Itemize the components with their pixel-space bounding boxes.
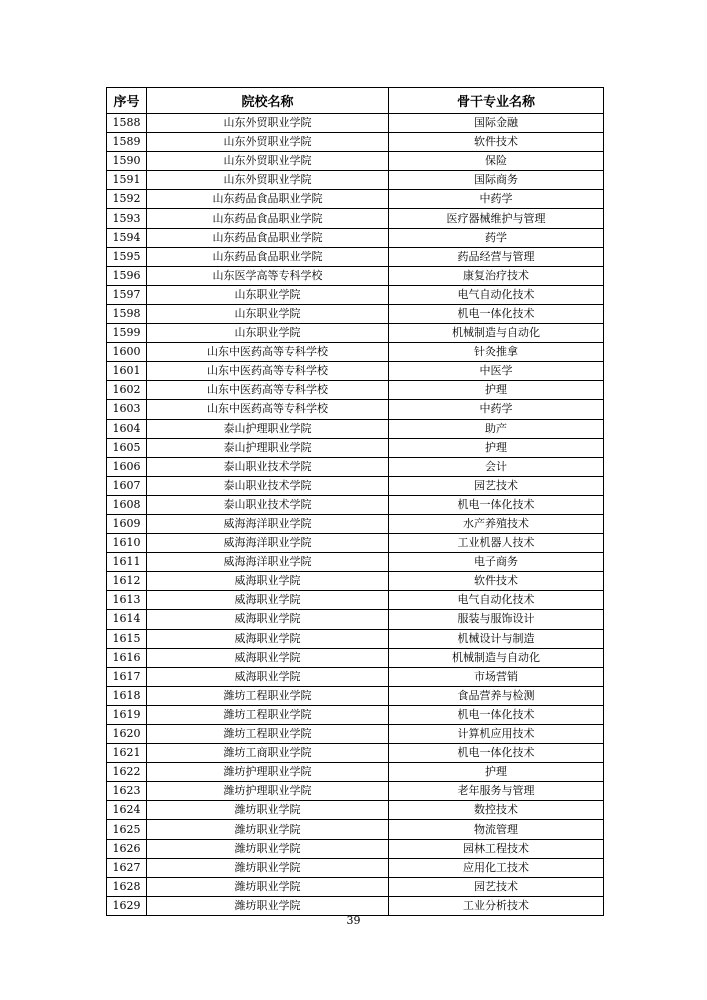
table-row [107, 782, 604, 801]
cell-school-name: 山东医学高等专科学校 [147, 266, 389, 285]
cell-major-name: 护理 [389, 438, 604, 457]
table-row [107, 725, 604, 744]
table-row [107, 476, 604, 495]
table-row [107, 610, 604, 629]
table-row [107, 896, 604, 915]
cell-school-name: 威海职业学院 [147, 591, 389, 610]
table-row [107, 763, 604, 782]
cell-school-name: 山东药品食品职业学院 [147, 190, 389, 209]
cell-school-name: 威海职业学院 [147, 648, 389, 667]
cell-major-name: 药学 [389, 228, 604, 247]
cell-major-name: 机电一体化技术 [389, 304, 604, 323]
cell-school-name: 泰山职业技术学院 [147, 457, 389, 476]
cell-serial-no: 1596 [107, 266, 147, 285]
cell-school-name: 泰山护理职业学院 [147, 419, 389, 438]
cell-major-name: 护理 [389, 763, 604, 782]
header-school-name: 院校名称 [147, 88, 389, 114]
cell-serial-no: 1593 [107, 209, 147, 228]
cell-major-name: 保险 [389, 152, 604, 171]
cell-school-name: 潍坊职业学院 [147, 877, 389, 896]
cell-school-name: 威海职业学院 [147, 610, 389, 629]
table-row [107, 514, 604, 533]
cell-serial-no: 1588 [107, 114, 147, 133]
cell-school-name: 威海职业学院 [147, 629, 389, 648]
cell-major-name: 国际金融 [389, 114, 604, 133]
cell-school-name: 山东外贸职业学院 [147, 114, 389, 133]
cell-major-name: 园林工程技术 [389, 839, 604, 858]
cell-serial-no: 1623 [107, 782, 147, 801]
cell-school-name: 山东职业学院 [147, 304, 389, 323]
cell-serial-no: 1612 [107, 572, 147, 591]
cell-major-name: 护理 [389, 381, 604, 400]
table-row [107, 744, 604, 763]
table-row [107, 858, 604, 877]
table-row [107, 686, 604, 705]
cell-school-name: 威海海洋职业学院 [147, 553, 389, 572]
table-row [107, 629, 604, 648]
cell-school-name: 山东中医药高等专科学校 [147, 400, 389, 419]
cell-school-name: 山东职业学院 [147, 285, 389, 304]
cell-major-name: 数控技术 [389, 801, 604, 820]
table-row [107, 304, 604, 323]
cell-serial-no: 1615 [107, 629, 147, 648]
major-table [106, 87, 604, 916]
cell-school-name: 潍坊护理职业学院 [147, 782, 389, 801]
cell-serial-no: 1609 [107, 514, 147, 533]
table-row [107, 438, 604, 457]
cell-major-name: 电气自动化技术 [389, 591, 604, 610]
table-row [107, 495, 604, 514]
table-row [107, 190, 604, 209]
cell-serial-no: 1618 [107, 686, 147, 705]
cell-serial-no: 1626 [107, 839, 147, 858]
table-row [107, 820, 604, 839]
cell-school-name: 泰山职业技术学院 [147, 476, 389, 495]
cell-school-name: 泰山职业技术学院 [147, 495, 389, 514]
cell-serial-no: 1599 [107, 324, 147, 343]
cell-major-name: 药品经营与管理 [389, 247, 604, 266]
cell-school-name: 潍坊职业学院 [147, 858, 389, 877]
cell-major-name: 工业分析技术 [389, 896, 604, 915]
table-row [107, 362, 604, 381]
header-major-name: 骨干专业名称 [389, 88, 604, 114]
cell-major-name: 助产 [389, 419, 604, 438]
cell-major-name: 市场营销 [389, 667, 604, 686]
cell-serial-no: 1608 [107, 495, 147, 514]
cell-major-name: 康复治疗技术 [389, 266, 604, 285]
cell-school-name: 潍坊职业学院 [147, 896, 389, 915]
cell-major-name: 食品营养与检测 [389, 686, 604, 705]
cell-serial-no: 1621 [107, 744, 147, 763]
cell-school-name: 潍坊职业学院 [147, 820, 389, 839]
cell-major-name: 机械设计与制造 [389, 629, 604, 648]
cell-school-name: 山东职业学院 [147, 324, 389, 343]
cell-serial-no: 1600 [107, 343, 147, 362]
cell-school-name: 山东中医药高等专科学校 [147, 343, 389, 362]
cell-major-name: 工业机器人技术 [389, 534, 604, 553]
cell-serial-no: 1617 [107, 667, 147, 686]
cell-school-name: 威海海洋职业学院 [147, 534, 389, 553]
cell-major-name: 园艺技术 [389, 877, 604, 896]
cell-major-name: 机械制造与自动化 [389, 648, 604, 667]
cell-school-name: 山东外贸职业学院 [147, 171, 389, 190]
cell-major-name: 应用化工技术 [389, 858, 604, 877]
cell-serial-no: 1622 [107, 763, 147, 782]
cell-school-name: 潍坊工程职业学院 [147, 705, 389, 724]
cell-serial-no: 1591 [107, 171, 147, 190]
cell-major-name: 水产养殖技术 [389, 514, 604, 533]
cell-school-name: 山东药品食品职业学院 [147, 228, 389, 247]
cell-major-name: 电气自动化技术 [389, 285, 604, 304]
cell-serial-no: 1613 [107, 591, 147, 610]
cell-serial-no: 1610 [107, 534, 147, 553]
cell-serial-no: 1601 [107, 362, 147, 381]
cell-major-name: 老年服务与管理 [389, 782, 604, 801]
cell-serial-no: 1603 [107, 400, 147, 419]
table-row [107, 419, 604, 438]
cell-school-name: 山东外贸职业学院 [147, 152, 389, 171]
table-row [107, 343, 604, 362]
table-row [107, 133, 604, 152]
table-row [107, 400, 604, 419]
cell-major-name: 会计 [389, 457, 604, 476]
cell-major-name: 机电一体化技术 [389, 495, 604, 514]
cell-major-name: 中药学 [389, 190, 604, 209]
cell-school-name: 山东中医药高等专科学校 [147, 362, 389, 381]
table-row [107, 648, 604, 667]
cell-school-name: 潍坊职业学院 [147, 801, 389, 820]
table-row [107, 285, 604, 304]
header-serial-no: 序号 [107, 88, 147, 114]
cell-major-name: 物流管理 [389, 820, 604, 839]
cell-major-name: 软件技术 [389, 572, 604, 591]
cell-serial-no: 1619 [107, 705, 147, 724]
page-number: 39 [346, 914, 361, 927]
cell-major-name: 医疗器械维护与管理 [389, 209, 604, 228]
cell-school-name: 泰山护理职业学院 [147, 438, 389, 457]
table-row [107, 572, 604, 591]
cell-school-name: 潍坊工程职业学院 [147, 725, 389, 744]
cell-school-name: 山东药品食品职业学院 [147, 209, 389, 228]
table-row [107, 171, 604, 190]
cell-major-name: 中医学 [389, 362, 604, 381]
cell-serial-no: 1629 [107, 896, 147, 915]
cell-serial-no: 1625 [107, 820, 147, 839]
table-row [107, 591, 604, 610]
cell-serial-no: 1614 [107, 610, 147, 629]
table-row [107, 667, 604, 686]
table-header-row [107, 88, 604, 114]
cell-serial-no: 1605 [107, 438, 147, 457]
cell-serial-no: 1595 [107, 247, 147, 266]
cell-school-name: 山东药品食品职业学院 [147, 247, 389, 266]
cell-major-name: 服装与服饰设计 [389, 610, 604, 629]
table-row [107, 705, 604, 724]
cell-school-name: 山东中医药高等专科学校 [147, 381, 389, 400]
cell-serial-no: 1616 [107, 648, 147, 667]
cell-school-name: 山东外贸职业学院 [147, 133, 389, 152]
cell-serial-no: 1597 [107, 285, 147, 304]
cell-major-name: 机电一体化技术 [389, 744, 604, 763]
cell-serial-no: 1589 [107, 133, 147, 152]
cell-serial-no: 1624 [107, 801, 147, 820]
table-row [107, 209, 604, 228]
table-row [107, 324, 604, 343]
cell-school-name: 威海职业学院 [147, 572, 389, 591]
cell-serial-no: 1606 [107, 457, 147, 476]
table-row [107, 553, 604, 572]
cell-school-name: 潍坊护理职业学院 [147, 763, 389, 782]
table-row [107, 457, 604, 476]
cell-major-name: 机电一体化技术 [389, 705, 604, 724]
table-row [107, 381, 604, 400]
cell-major-name: 园艺技术 [389, 476, 604, 495]
cell-school-name: 威海职业学院 [147, 667, 389, 686]
table-row [107, 152, 604, 171]
table-row [107, 228, 604, 247]
cell-school-name: 威海海洋职业学院 [147, 514, 389, 533]
cell-serial-no: 1607 [107, 476, 147, 495]
table-row [107, 247, 604, 266]
cell-serial-no: 1602 [107, 381, 147, 400]
cell-school-name: 潍坊工商职业学院 [147, 744, 389, 763]
table-row [107, 801, 604, 820]
table-row [107, 877, 604, 896]
cell-serial-no: 1594 [107, 228, 147, 247]
cell-major-name: 中药学 [389, 400, 604, 419]
cell-school-name: 潍坊职业学院 [147, 839, 389, 858]
cell-serial-no: 1590 [107, 152, 147, 171]
table-row [107, 114, 604, 133]
cell-serial-no: 1627 [107, 858, 147, 877]
cell-serial-no: 1592 [107, 190, 147, 209]
cell-serial-no: 1628 [107, 877, 147, 896]
table-row [107, 839, 604, 858]
cell-major-name: 计算机应用技术 [389, 725, 604, 744]
cell-school-name: 潍坊工程职业学院 [147, 686, 389, 705]
cell-major-name: 国际商务 [389, 171, 604, 190]
table-body [107, 114, 604, 916]
cell-serial-no: 1598 [107, 304, 147, 323]
cell-serial-no: 1620 [107, 725, 147, 744]
cell-major-name: 软件技术 [389, 133, 604, 152]
cell-serial-no: 1611 [107, 553, 147, 572]
cell-serial-no: 1604 [107, 419, 147, 438]
cell-major-name: 机械制造与自动化 [389, 324, 604, 343]
table-row [107, 266, 604, 285]
cell-major-name: 针灸推拿 [389, 343, 604, 362]
cell-major-name: 电子商务 [389, 553, 604, 572]
table-row [107, 534, 604, 553]
